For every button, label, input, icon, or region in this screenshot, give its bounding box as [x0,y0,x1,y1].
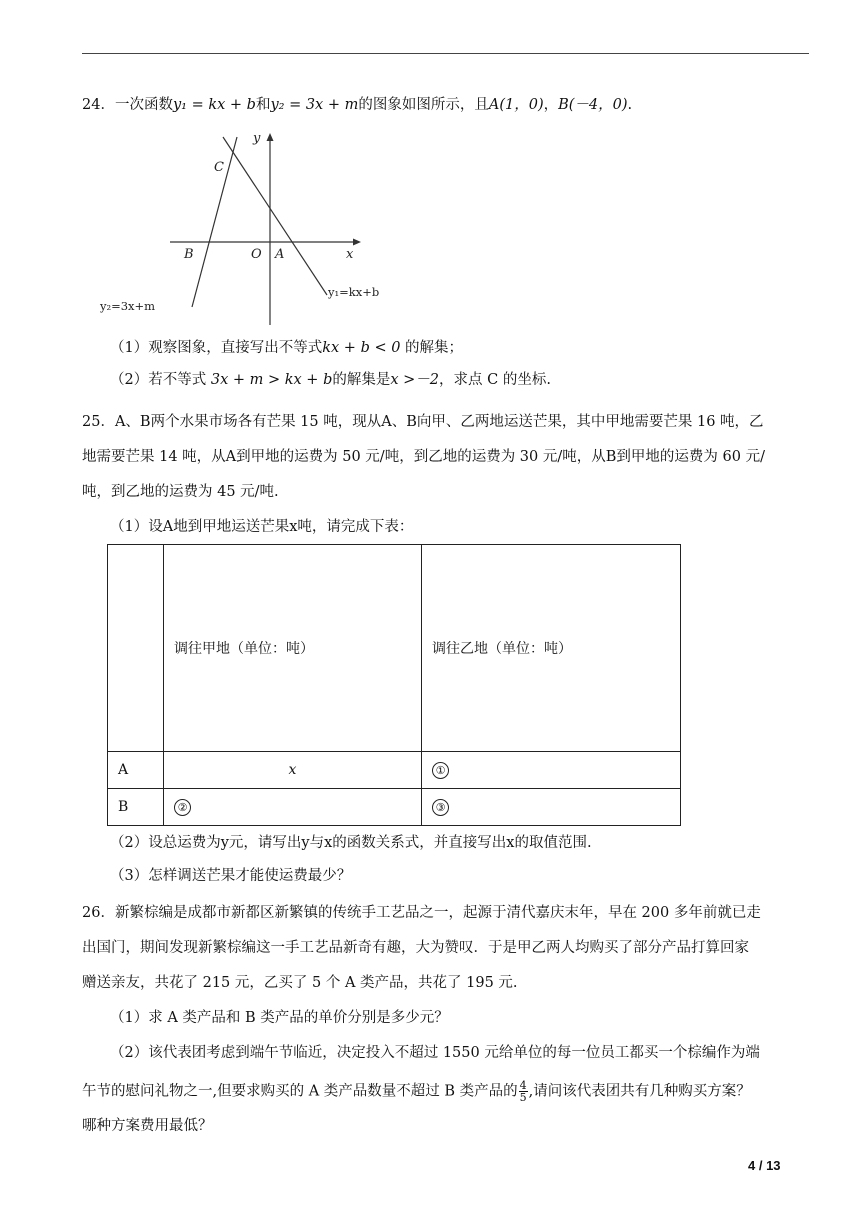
line-y1 [223,137,327,295]
header-to-jia: 调往甲地（单位：吨） [164,545,422,752]
label-b: B [184,247,194,262]
q26-part2-line2: 午节的慰问礼物之一,但要求购买的 A 类产品数量不超过 B 类产品的 $\frac{4}{5}$ ,请问该代表团共有几种购买方案？ [82,1079,751,1104]
q26-stem-line1: 26．新繁棕编是成都市新都区新繁镇的传统手工艺品之一，起源于清代嘉庆末年，早在 200 多年前就已走 [82,905,761,921]
q25-part2: （2）设总运费为y元，请写出y与x的函数关系式，并直接写出x的取值范围. [110,835,592,851]
label-y: y [253,131,261,146]
page-number: 4 / 13 [748,1158,781,1173]
row-a-jia: x [164,752,422,789]
row-a-yi-cell [422,752,681,789]
row-b-yi-cell [422,789,681,826]
function-graph [95,125,395,330]
fraction-four-fifths: $\frac{4}{5}$ [519,1079,527,1104]
q25-stem-line1: 25．A、B两个水果市场各有芒果 15 吨，现从A、B向甲、乙两地运送芒果，其中甲地需要芒果 16 吨，乙 [82,414,764,430]
label-x: x [346,247,354,262]
q26-stem-line2: 出国门，期间发现新繁棕编这一手工艺品新奇有趣，大为赞叹．于是甲乙两人均购买了部分产品打算回家 [82,940,749,956]
blank-marker-3: ③ [432,799,449,816]
q24-stem: 24．一次函数y₁ = kx + b和y₂ = 3x + m的图象如图所示，且A(1，0)，B(－4，0). [82,97,633,113]
q25-stem-line2: 地需要芒果 14 吨，从A到甲地的运费为 50 元/吨，到乙地的运费为 30 元/吨，从B到甲地的运费为 60 元/ [82,449,765,465]
blank-marker-2: ② [174,799,191,816]
q25-stem-line3: 吨，到乙地的运费为 45 元/吨. [82,484,279,500]
q24-part2: （2）若不等式 3x + m > kx + b的解集是x >－2，求点 C 的坐标. [110,372,551,388]
label-line-y2: y₂=3x+m [100,299,156,313]
y-axis-arrow [267,133,274,141]
row-a-label: A [108,752,164,789]
blank-marker-1: ① [432,762,449,779]
q24-part1: （1）观察图象，直接写出不等式kx + b < 0 的解集； [110,340,464,356]
shipment-table [107,544,681,826]
table-row [108,789,681,826]
q25-part1: （1）设A地到甲地运送芒果x吨，请完成下表： [110,519,414,535]
row-b-jia-cell [164,789,422,826]
header-rule [82,53,809,54]
table-header-row [108,545,681,752]
q26-part1: （1）求 A 类产品和 B 类产品的单价分别是多少元？ [110,1010,449,1026]
table-corner-cell [108,545,164,752]
label-line-y1: y₁=kx+b [328,285,380,299]
q26-stem-line3: 赠送亲友，共花了 215 元，乙买了 5 个 A 类产品，共花了 195 元. [82,975,518,991]
row-b-label: B [108,789,164,826]
table-row [108,752,681,789]
label-c: C [214,160,224,175]
x-axis-arrow [353,239,361,246]
label-o: O [251,247,262,262]
label-a: A [275,247,285,262]
q26-part2-line1: （2）该代表团考虑到端午节临近，决定投入不超过 1550 元给单位的每一位员工都买一个棕编作为端 [110,1045,760,1061]
q26-part2-line3: 哪种方案费用最低？ [82,1118,213,1134]
header-to-yi: 调往乙地（单位：吨） [422,545,681,752]
q25-part3: （3）怎样调送芒果才能使运费最少？ [110,868,352,884]
